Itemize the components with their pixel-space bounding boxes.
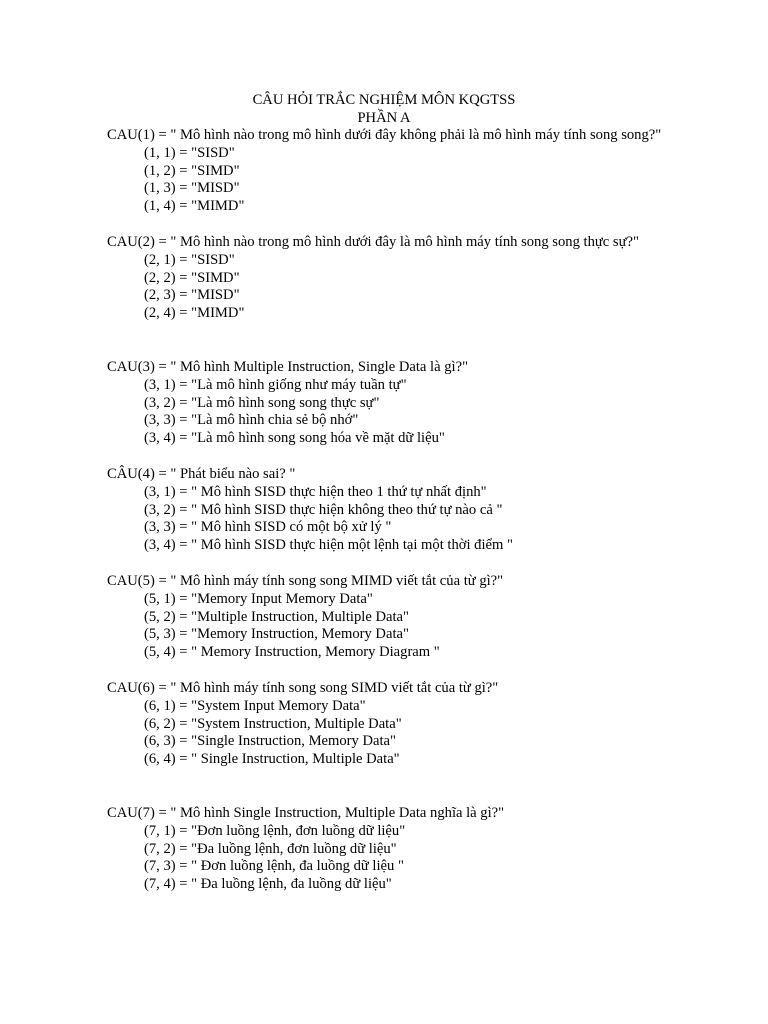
- question-4: CÂU(4) = " Phát biểu nào sai? ": [107, 466, 296, 482]
- title-line-1: CÂU HỎI TRẮC NGHIỆM MÔN KQGTSS: [252, 92, 516, 108]
- option-3-2: (3, 2) = "Là mô hình song song thực sự": [144, 394, 380, 411]
- option-6-2: (6, 2) = "System Instruction, Multiple Data": [144, 715, 402, 732]
- option-4-4: (3, 4) = " Mô hình SISD thực hiện một lệnh tại một thời điểm ": [144, 536, 513, 553]
- option-1-3: (1, 3) = "MISD": [144, 180, 240, 197]
- option-4-3: (3, 3) = " Mô hình SISD có một bộ xử lý ": [144, 519, 392, 536]
- option-7-1: (7, 1) = "Đơn luồng lệnh, đơn luồng dữ liệu": [144, 823, 406, 839]
- option-7-2: (7, 2) = "Đa luồng lệnh, đơn luồng dữ liệu": [144, 840, 397, 857]
- question-5: CAU(5) = " Mô hình máy tính song song MIMD viết tắt của từ gì?": [107, 573, 504, 589]
- question-7: CAU(7) = " Mô hình Single Instruction, Multiple Data nghĩa là gì?": [107, 805, 505, 821]
- options-3: [144, 377, 445, 447]
- option-4-2: (3, 2) = " Mô hình SISD thực hiện không theo thứ tự nào cả ": [144, 501, 503, 518]
- option-5-3: (5, 3) = "Memory Instruction, Memory Data": [144, 626, 409, 643]
- option-5-4: (5, 4) = " Memory Instruction, Memory Diagram ": [144, 643, 440, 660]
- option-5-2: (5, 2) = "Multiple Instruction, Multiple Data": [144, 608, 409, 625]
- option-1-2: (1, 2) = "SIMD": [144, 162, 240, 179]
- option-6-1: (6, 1) = "System Input Memory Data": [144, 698, 366, 714]
- question-1: CAU(1) = " Mô hình nào trong mô hình dưới đây không phải là mô hình máy tính song song?": [107, 127, 662, 143]
- option-3-3: (3, 3) = "Là mô hình chia sẻ bộ nhớ": [144, 412, 359, 429]
- option-3-1: (3, 1) = "Là mô hình giống như máy tuần tự": [144, 377, 407, 393]
- option-6-4: (6, 4) = " Single Instruction, Multiple Data": [144, 750, 400, 767]
- document-title: [0, 92, 768, 127]
- option-5-1: (5, 1) = "Memory Input Memory Data": [144, 591, 373, 607]
- question-3: CAU(3) = " Mô hình Multiple Instruction, Single Data là gì?": [107, 359, 469, 375]
- question-6: CAU(6) = " Mô hình máy tính song song SIMD viết tắt của từ gì?": [107, 680, 499, 696]
- option-3-4: (3, 4) = "Là mô hình song song hóa về mặt dữ liệu": [144, 429, 445, 446]
- option-2-1: (2, 1) = "SISD": [144, 252, 235, 268]
- title-line-2: PHẦN A: [357, 109, 411, 126]
- option-6-3: (6, 3) = "Single Instruction, Memory Data": [144, 733, 396, 750]
- option-2-3: (2, 3) = "MISD": [144, 287, 240, 304]
- option-7-4: (7, 4) = " Đa luồng lệnh, đa luồng dữ liệu": [144, 875, 392, 892]
- options-7: [144, 823, 405, 893]
- options-1: [144, 145, 244, 215]
- options-2: [144, 252, 244, 322]
- option-2-4: (2, 4) = "MIMD": [144, 304, 245, 321]
- option-1-1: (1, 1) = "SISD": [144, 145, 235, 161]
- option-7-3: (7, 3) = " Đơn luồng lệnh, đa luồng dữ liệu ": [144, 858, 404, 875]
- options-5: [144, 591, 440, 661]
- option-4-1: (3, 1) = " Mô hình SISD thực hiện theo 1 thứ tự nhất định": [144, 484, 487, 500]
- option-2-2: (2, 2) = "SIMD": [144, 269, 240, 286]
- question-2: CAU(2) = " Mô hình nào trong mô hình dưới đây là mô hình máy tính song song thực sự?": [107, 234, 639, 250]
- option-1-4: (1, 4) = "MIMD": [144, 197, 245, 214]
- options-4: [144, 484, 513, 554]
- options-6: [144, 698, 402, 768]
